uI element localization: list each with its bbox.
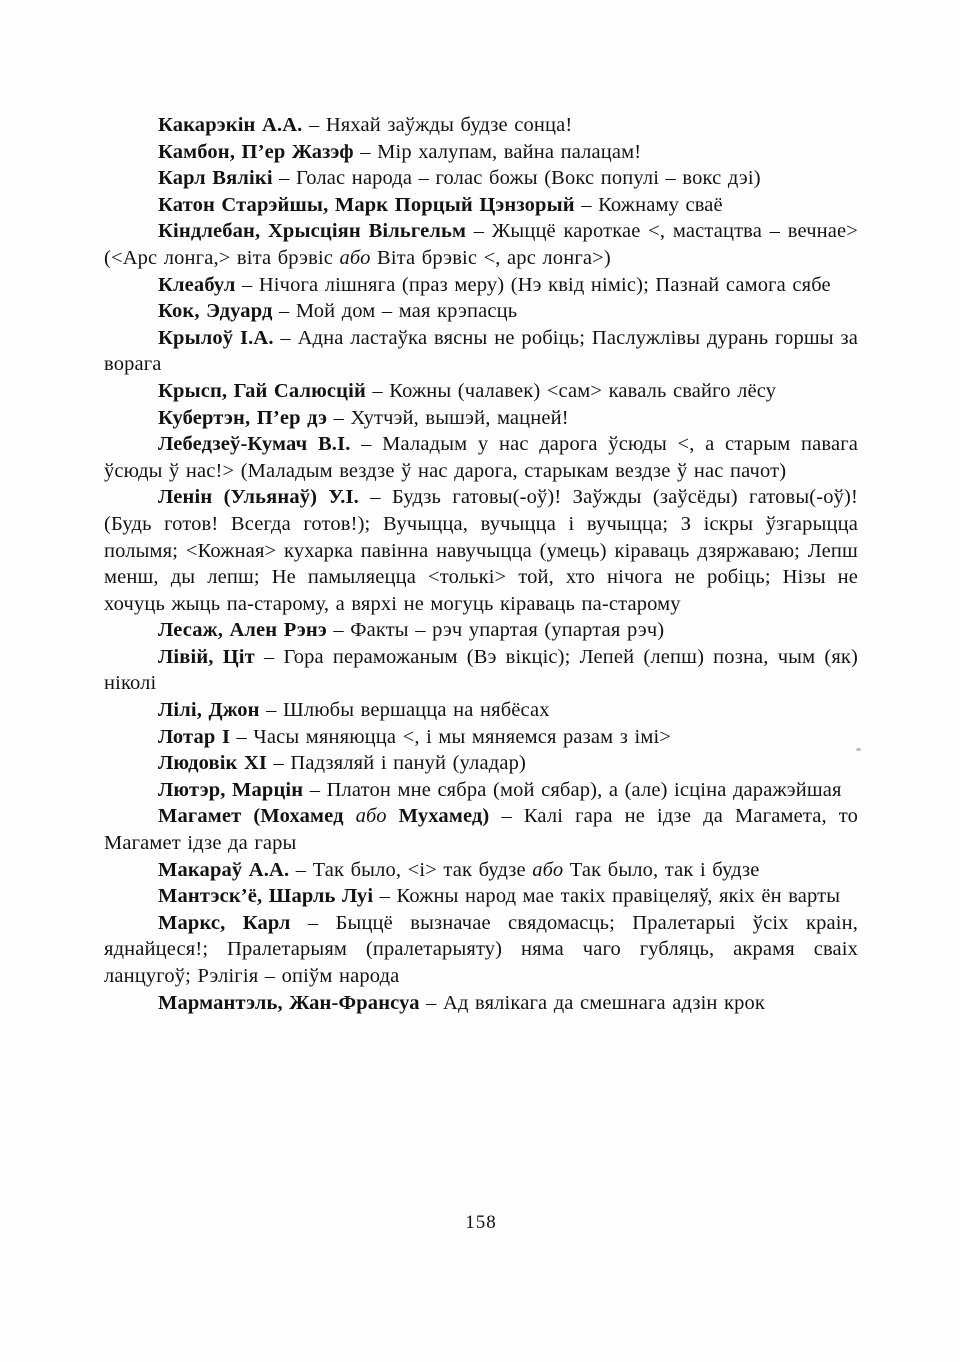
entry-name: Крысп, Гай Салюсцій xyxy=(158,379,366,402)
entry-quote-text: – Кожны (чалавек) <сам> каваль свайго лёсу xyxy=(365,379,777,402)
dictionary-entry xyxy=(104,272,858,299)
dictionary-entry xyxy=(104,484,858,617)
dictionary-entry xyxy=(104,910,858,990)
page-number: 158 xyxy=(465,1212,497,1233)
dictionary-entry xyxy=(104,378,858,405)
entry-connector-italic: або xyxy=(355,805,387,828)
dictionary-entry xyxy=(104,431,858,484)
dictionary-entry xyxy=(104,803,858,856)
entry-quote-text: – Маладым у нас дарога ўсюды <, а старым павага ўсюды ў нас!> (Маладым вездзе ў нас дарога, старыкам вездзе ў нас пачот) xyxy=(104,433,858,482)
entry-quote-text: – Няхай заўжды будзе сонца! xyxy=(302,114,573,136)
entry-name: Ленін (Ульянаў) У.І. xyxy=(158,486,359,509)
entry-quote-text: – Будзь гатовы(-оў)! Заўжды (заўсёды) гатовы(-оў)! (Будь готов! Всегда готов!); Вучыцца, вучыцца і вучыцца; З іскры ўзгарыцца полымя; <Кожная> кухарка павінна навучыцца (умець) кіраваць дзяржаваю; Лепш менш, ды лепш; Не памыляецца <толькі> той, хто нічога не робіць; Нізы не хочуць жыць па-старому, а вярхі не могуць кіраваць па-старому xyxy=(104,486,858,615)
entry-name: Мантэск’ё, Шарль Луі xyxy=(158,885,374,908)
entry-quote-text: – Мой дом – мая крэпасць xyxy=(272,300,518,323)
entry-name: Кубертэн, П’ер дэ xyxy=(158,406,328,429)
entry-quote-text: – Так было, <і> так будзе xyxy=(289,858,533,881)
entry-name: Кіндлебан, Хрысціян Вільгельм xyxy=(158,220,467,243)
entry-name: Мухамед) xyxy=(386,805,490,828)
entry-quote-text: – Платон мне сябра (мой сябар), а (але) ісціна даражэйшая xyxy=(303,778,842,801)
entry-name: Лівій, Ціт xyxy=(158,645,255,668)
dictionary-entry xyxy=(104,325,858,378)
dictionary-entry xyxy=(104,218,858,271)
entry-quote-text: – Кожны народ мае такіх правіцеляў, якіх ён варты xyxy=(373,885,841,908)
entry-name: Магамет (Мохамед xyxy=(158,805,356,828)
entry-connector-italic: або xyxy=(532,858,564,881)
entry-name: Карл Вялікі xyxy=(158,167,273,190)
dictionary-entry xyxy=(104,697,858,724)
entry-quote-text: – Мір халупам, вайна палацам! xyxy=(353,140,642,163)
dictionary-entry xyxy=(104,990,858,1017)
entry-quote-text: – Кожнаму сваё xyxy=(574,193,723,216)
entry-quote-text: – Гора пераможаным (Вэ вікціс); Лепей (лепш) позна, чым (як) ніколі xyxy=(104,645,858,695)
entry-name: Лесаж, Ален Рэнэ xyxy=(158,619,327,642)
entry-name: Макараў А.А. xyxy=(158,858,290,881)
entry-name: Какарэкін А.А. xyxy=(158,114,303,136)
entry-quote-text: – Факты – рэч упартая (упартая рэч) xyxy=(326,619,665,642)
entry-name: Людовік XI xyxy=(158,752,268,775)
entries-container xyxy=(104,112,858,1016)
entry-name: Маркс, Карл xyxy=(158,911,291,934)
dictionary-entry xyxy=(104,405,858,432)
entry-quote-text: – Часы мяняюцца <, і мы мяняемся разам з імі> xyxy=(230,725,671,748)
entry-quote-text: – Адна ластаўка вясны не робіць; Паслужлівы дурань горшы за ворага xyxy=(104,326,859,376)
entry-quote-text: – Быццё вызначае свядомасць; Пралетарыі ўсіх краін, яднайцеся!; Пралетарыям (пралетарыяту) няма чаго губляць, акрамя сваіх ланцугоў; Рэлігія – опіўм народа xyxy=(104,911,858,987)
entry-name: Лілі, Джон xyxy=(158,699,260,722)
scan-artifact xyxy=(856,748,861,751)
dictionary-entry xyxy=(104,192,858,219)
dictionary-entry xyxy=(104,724,858,751)
entry-quote-text: – Шлюбы вершацца на нябёсах xyxy=(259,699,550,722)
dictionary-entry xyxy=(104,777,858,804)
entry-quote-text: Віта брэвіс <, арс лонга>) xyxy=(370,246,611,269)
entry-quote-text: – Хутчэй, вышэй, мацней! xyxy=(327,406,569,429)
entry-quote-text: – Падзяляй і пануй (уладар) xyxy=(267,752,526,775)
entry-name: Клеабул xyxy=(158,273,236,296)
entry-quote-text: – Нічога лішняга (праз меру) (Нэ квід німіс); Пазнай самога сябе xyxy=(235,273,831,296)
dictionary-entry xyxy=(104,750,858,777)
dictionary-entry xyxy=(104,644,858,697)
entry-name: Камбон, П’ер Жазэф xyxy=(158,140,354,163)
entry-name: Крылоў І.А. xyxy=(158,326,274,349)
entry-connector-italic: або xyxy=(339,246,371,269)
entry-quote-text: – Ад вялікага да смешнага адзін крок xyxy=(419,991,766,1014)
entry-name: Мармантэль, Жан-Франсуа xyxy=(158,991,420,1014)
entry-name: Кок, Эдуард xyxy=(158,300,273,323)
dictionary-entry xyxy=(104,857,858,884)
entry-quote-text: – Жыццё кароткае <, мастацтва – вечнае> (<Арс лонга,> віта брэвіс xyxy=(104,220,859,269)
entry-name: Лотар I xyxy=(158,725,231,748)
entry-quote-text: – Голас народа – голас божы (Вокс популі – вокс дэі) xyxy=(272,167,761,190)
dictionary-entry xyxy=(104,298,858,325)
dictionary-entry xyxy=(104,883,858,910)
entry-name: Лютэр, Марцін xyxy=(158,778,304,801)
dictionary-entry xyxy=(104,165,858,192)
entry-name: Лебедзеў-Кумач В.І. xyxy=(158,433,351,456)
dictionary-entry xyxy=(104,617,858,644)
entry-name: Катон Старэйшы, Марк Порцый Цэнзорый xyxy=(158,193,575,216)
dictionary-entry xyxy=(104,112,858,139)
entry-quote-text: – Калі гара не ідзе да Магамета, то Магамет ідзе да гары xyxy=(104,805,858,855)
entry-quote-text: Так было, так і будзе xyxy=(563,858,760,881)
dictionary-entry xyxy=(104,139,858,166)
